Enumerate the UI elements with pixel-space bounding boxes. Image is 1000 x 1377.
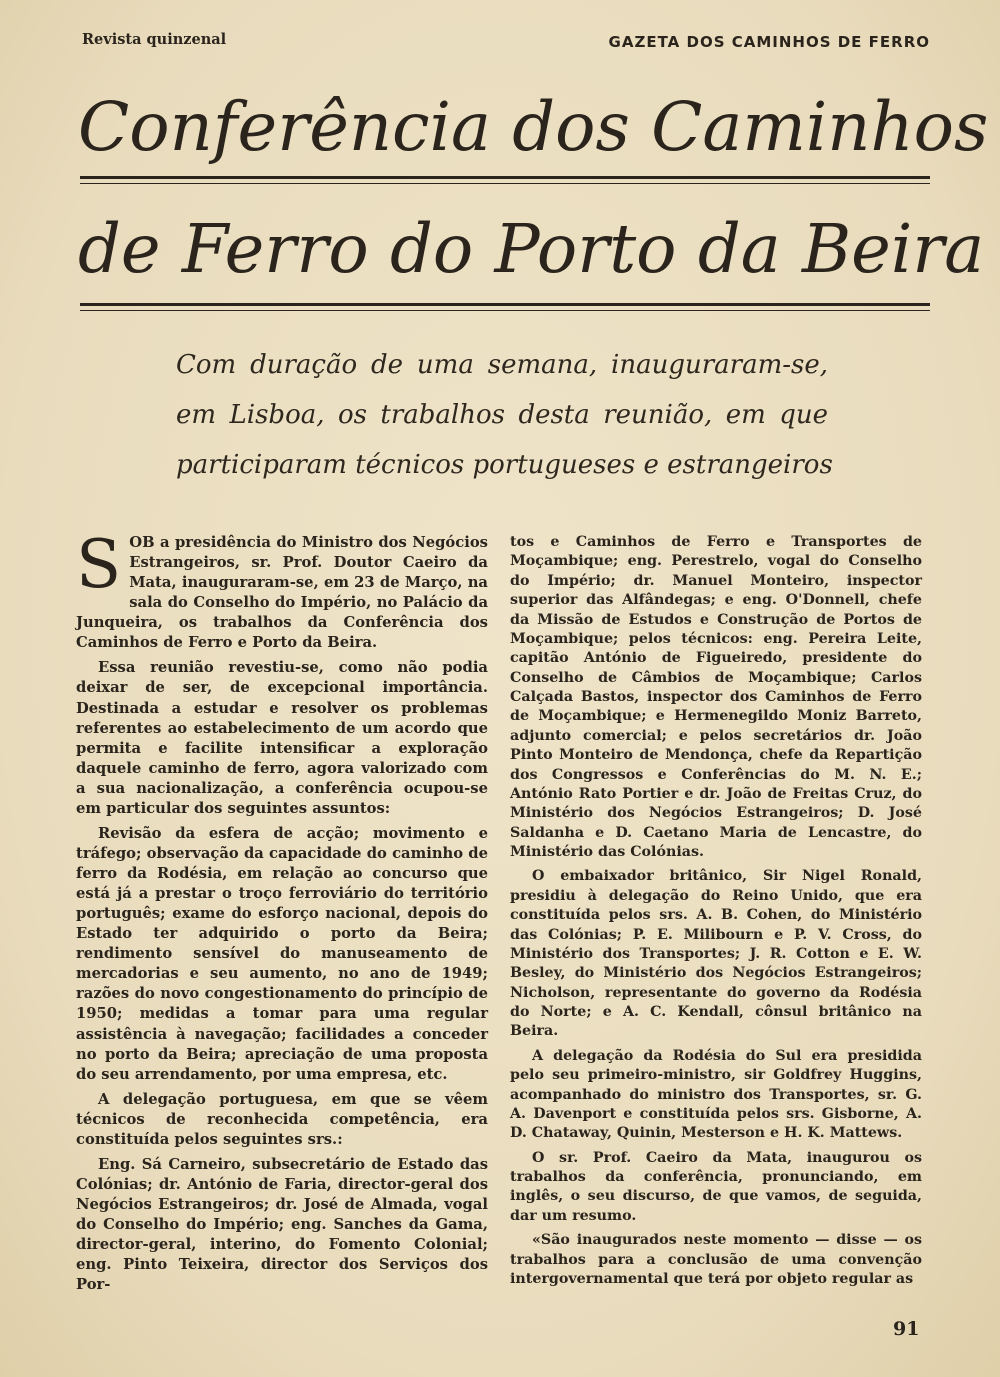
page-number: 91 — [893, 1318, 920, 1340]
article-paragraph: O sr. Prof. Caeiro da Mata, inaugurou os trabalhos da conferência, pronunciando, em inglês, o seu discurso, de que vamos, de seguida, dar um resumo. — [510, 1149, 922, 1224]
article-paragraph: A delegação portuguesa, em que se vêem técnicos de reconhecida competência, era constituída pelos seguintes srs.: — [76, 1090, 488, 1148]
article-paragraph: A delegação da Rodésia do Sul era presidida pelo seu primeiro-ministro, sir Goldfrey Huggins, acompanhado do ministro dos Transportes, sr. G. A. Davenport e constituída pelos srs. Gisborne, A. D. Chataway, Quinin, Mesterson e H. K. Mattews. — [510, 1047, 922, 1142]
article-paragraph: Eng. Sá Carneiro, subsecretário de Estado das Colónias; dr. António de Faria, director-geral dos Negócios Estrangeiros; dr. José de Almada, vogal do Conselho do Império; eng. Sanches da Gama, director-geral, interino, do Fomento Colonial; eng. Pinto Teixeira, director dos Serviços dos Por- — [76, 1155, 488, 1294]
article-title-line-1: Conferência dos Caminhos — [78, 88, 989, 166]
article-paragraph: Revisão da esfera de acção; movimento e tráfego; observação da capacidade do caminho de ferro da Rodésia, em relação ao concurso que está já a prestar o troço ferroviário do território português; exame do esforço nacional, depois do Estado ter adquirido o porto da Beira; rendimento sensível do manuseamento de mercadorias e seu aumento, no ano de 1949; razões do novo congestionamento do princípio de 1950; medidas a tomar para uma regular assistência à navegação; facilidades a conceder no porto da Beira; apreciação de uma proposta do seu arrendamento, por uma empresa, etc. — [76, 824, 488, 1083]
article-paragraph: O embaixador britânico, Sir Nigel Ronald, presidiu à delegação do Reino Unido, que era constituída pelos srs. A. B. Cohen, do Ministério das Colónias; P. E. Milibourn e P. V. Cross, do Ministério dos Transportes; J. R. Cotton e E. W. Besley, do Ministério dos Negócios Estrangeiros; Nicholson, representante do governo da Rodésia do Norte; e A. C. Kendall, cônsul britânico na Beira. — [510, 868, 922, 1040]
title-rule-bottom — [80, 303, 930, 311]
article-title-line-2: de Ferro do Porto da Beira — [78, 210, 985, 288]
subtitle-line-1: Com duração de uma semana, inauguraram-se, — [176, 350, 828, 380]
article-paragraph — [76, 526, 488, 653]
subtitle-line-3: participaram técnicos portugueses e estrangeiros — [176, 450, 833, 480]
drop-cap: S — [76, 526, 122, 603]
paragraph-text: OB a presidência do Ministro dos Negócios Estrangeiros, sr. Prof. Doutor Caeiro da Mata, inauguraram-se, em 23 de Março, na sala do Conselho do Império, no Palácio da Junqueira, os trabalhos da Conferência dos Caminhos de Ferro e Porto da Beira. — [76, 534, 488, 652]
article-column-right — [510, 533, 922, 1294]
article-paragraph: «São inaugurados neste momento — disse — os trabalhos para a conclusão de uma convenção intergovernamental que terá por objeto regular as — [510, 1232, 922, 1287]
article-column-left — [76, 526, 488, 1300]
article-paragraph: Essa reunião revestiu-se, como não podia deixar de ser, de excepcional importância. Destinada a estudar e resolver os problemas referentes ao estabelecimento de um acordo que permita e facilite intensificar a exploração daquele caminho de ferro, agora valorizado com a sua nacionalização, a conferência ocupou-se em particular dos seguintes assuntos: — [76, 659, 488, 817]
subtitle-line-2: em Lisboa, os trabalhos desta reunião, em que — [176, 400, 828, 430]
running-header-right: GAZETA DOS CAMINHOS DE FERRO — [608, 33, 930, 51]
title-rule-top — [80, 176, 930, 184]
running-header-left: Revista quinzenal — [82, 31, 227, 48]
article-paragraph: tos e Caminhos de Ferro e Transportes de Moçambique; eng. Perestrelo, vogal do Conselho do Império; dr. Manuel Monteiro, inspector superior das Alfândegas; e eng. O'Donnell, chefe da Missão de Estudos e Construção de Portos de Moçambique; pelos técnicos: eng. Pereira Leite, capitão António de Figueiredo, presidente do Conselho de Câmbios de Moçambique; Carlos Calçada Bastos, inspector dos Caminhos de Ferro de Moçambique; e Hermenegildo Moniz Barreto, adjunto comercial; e pelos secretários dr. João Pinto Monteiro de Mendonça, chefe da Repartição dos Congressos e Conferências do M. N. E.; António Rato Portier e dr. João de Freitas Cruz, do Ministério dos Negócios Estrangeiros; D. José Saldanha e D. Caetano Maria de Lencastre, do Ministério das Colónias. — [510, 534, 922, 860]
